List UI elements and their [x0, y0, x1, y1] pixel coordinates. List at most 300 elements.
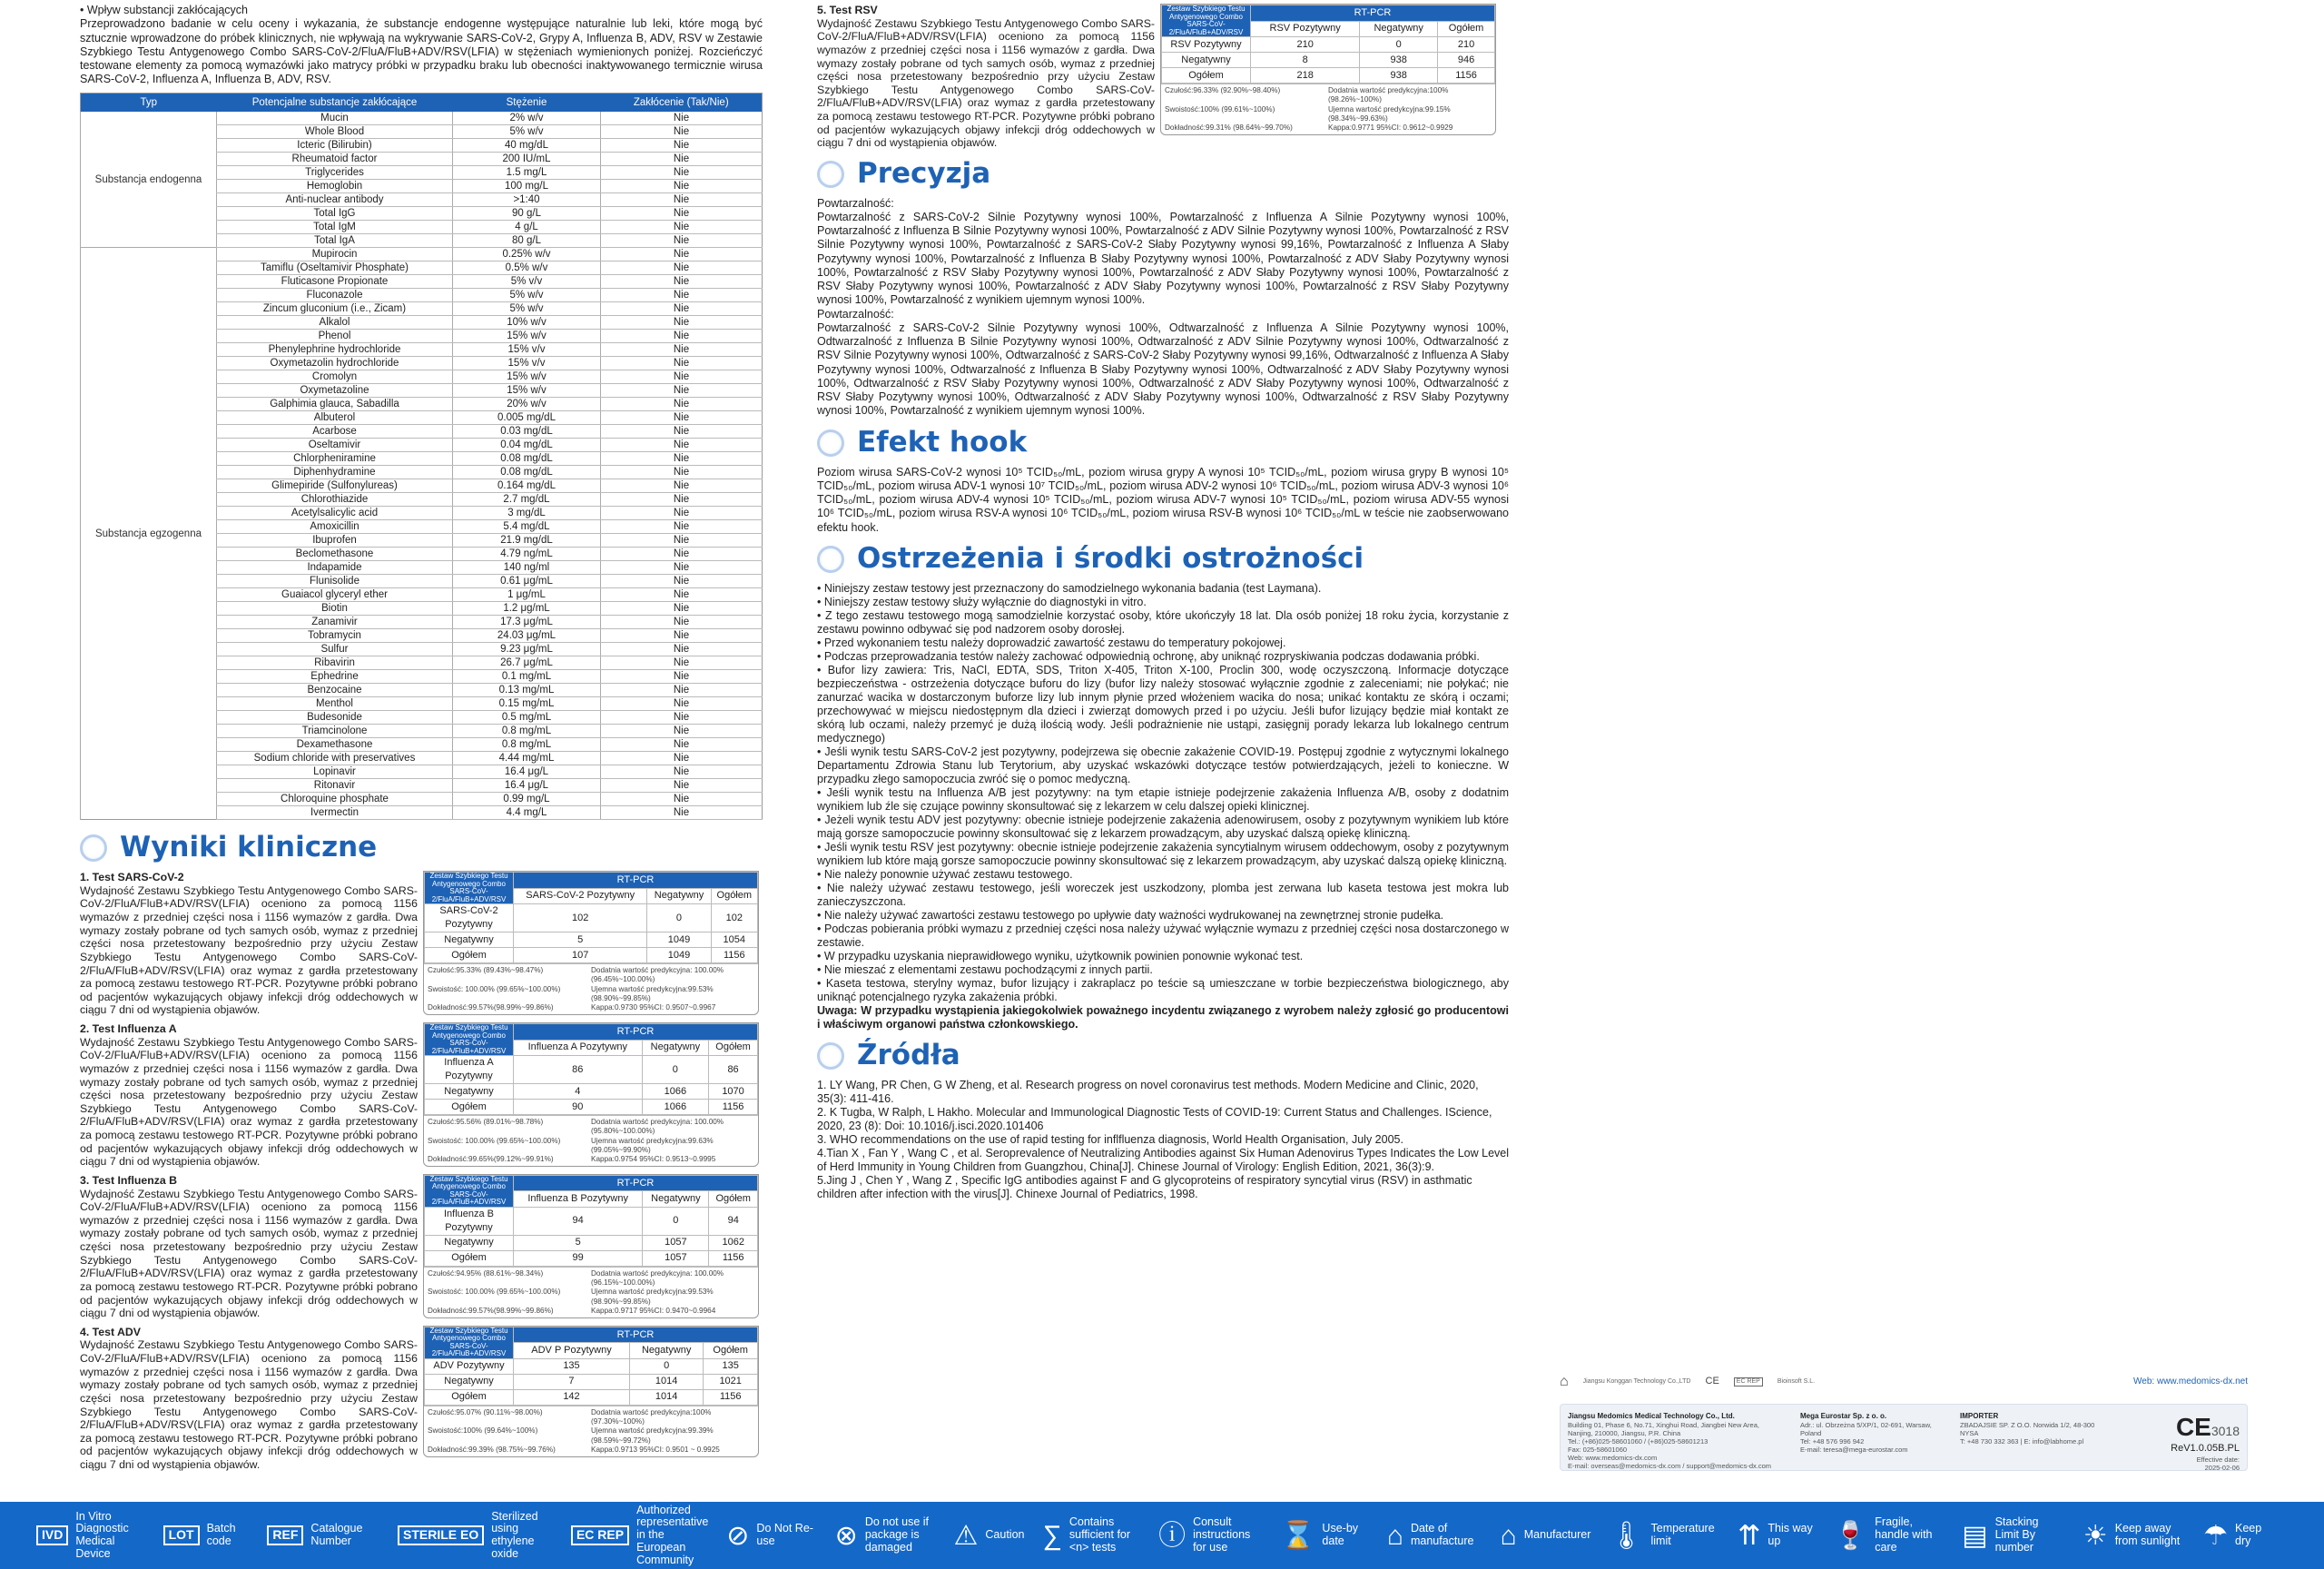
statistics	[424, 963, 758, 1014]
table-cell: Sulfur	[217, 643, 453, 656]
table-row	[425, 1374, 758, 1389]
footer-symbol	[36, 1511, 145, 1561]
table-cell: 0.08 mg/dL	[453, 466, 601, 479]
stat-text: Czułość:95.56% (89.01%~98.78%)	[428, 1118, 544, 1127]
warning-item: • W przypadku uzyskania nieprawidłowego wyniku, użytkownik powinien ponownie wykonać test.	[817, 949, 1304, 962]
ivd-icon: IVD	[36, 1525, 68, 1544]
contingency-grid	[424, 1023, 758, 1115]
manufacturer-web: Web: www.medomics-dx.net	[2133, 1376, 2248, 1386]
clinical-test-text	[80, 1022, 418, 1169]
table-cell: Tobramycin	[217, 629, 453, 643]
clinical-test-title: 4. Test ADV	[80, 1325, 141, 1338]
table-cell: 140 ng/ml	[453, 561, 601, 575]
table-cell: 0.5% w/v	[453, 262, 601, 275]
footer-symbol	[1962, 1516, 2065, 1554]
hook-text: Poziom wirusa SARS-CoV-2 wynosi 10⁵ TCID₅₀/mL, poziom wirusa grypy A wynosi 10⁵ TCID₅₀/mL, poziom wirusa grypy B wynosi 10⁵ TCID₅₀/mL, poziom wirusa ADV-1 wynosi 10⁷ TCID₅₀/mL, poziom wirusa ADV-2 wynosi 10⁶ TCID₅₀/mL, poziom wirusa ADV-3 wynosi 10⁶ TCID₅₀/mL, poziom wirusa ADV-4 wynosi 10⁵ TCID₅₀/mL, poziom wirusa ADV-7 wynosi 10⁵ TCID₅₀/mL, poziom wirusa ADV-55 wynosi 10⁶ TCID₅₀/mL, poziom wirusa RSV-A wynosi 10⁶ TCID₅₀/mL, poziom wirusa RSV-B wynosi 10⁶ TCID₅₀/mL w teście nie zaobserwowano efektu hook.	[817, 465, 1509, 534]
factory-icon: ⌂	[1560, 1374, 1569, 1390]
table-cell: Nie	[601, 507, 763, 520]
table-cell: 100 mg/L	[453, 180, 601, 193]
sunlight-icon: ☀	[2083, 1520, 2108, 1551]
warning-item: • Nie należy używać zestawu testowego, jeśli woreczek jest uszkodzony, plomba jest zerwana lub kaseta testowa jest mokra lub zanieczyszczona.	[817, 881, 1509, 908]
table-cell: Nie	[601, 602, 763, 616]
table-cell: 4.44 mg/mL	[453, 752, 601, 765]
table-cell: Nie	[601, 316, 763, 330]
col-header: Zakłócenie (Tak/Nie)	[601, 93, 763, 112]
stat-text: Dodatnia wartość predykcyjna:100% (97.30%~100%)	[591, 1407, 712, 1426]
col-header: Typ	[81, 93, 217, 112]
section-circle-icon	[817, 1042, 844, 1070]
contingency-grid	[424, 1175, 758, 1267]
table-cell: Ritonavir	[217, 779, 453, 793]
table-cell: Zanamivir	[217, 616, 453, 629]
table-cell: Nie	[601, 656, 763, 670]
do-not-reuse-icon: ⊘	[726, 1520, 750, 1551]
table-cell: 3 mg/dL	[453, 507, 601, 520]
stat-text: Kappa:0.9754 95%CI: 0.9513~0.9995	[591, 1155, 716, 1164]
table-cell: Nie	[601, 180, 763, 193]
sources-list	[817, 1079, 1509, 1201]
statistics	[424, 1406, 758, 1456]
warnings-list	[817, 582, 1509, 1004]
table-cell: Nie	[601, 330, 763, 343]
footer-symbol	[1834, 1516, 1944, 1554]
warning-item: • Jeżeli wynik testu ADV jest pozytywny: obecnie istnieje podejrzenie zakażenia adenowirusem, osoby z pozytywnym wynikiem lub które mają gorsze samopoczucie powinny skonsultować się z lekarzem prowadzącym, aby uzyskać dalszą opiekę kliniczną.	[817, 813, 1509, 840]
table-cell: 5% w/v	[453, 302, 601, 316]
table-cell: 210	[1438, 37, 1495, 53]
col-header: Negatywny	[642, 1040, 709, 1056]
table-cell: 4 g/L	[453, 221, 601, 234]
table-cell: 20% w/v	[453, 398, 601, 411]
statistics	[1161, 84, 1495, 134]
rtpcr-header: RT-PCR	[1251, 5, 1495, 22]
footer-symbol-label: Temperature limit	[1650, 1522, 1715, 1547]
source-item: 2. K Tugba, W Ralph, L Hakho. Molecular and Immunological Diagnostic Tests of COVID-19: Current Status and Challenges. IScience, 2020, 23 (8): Doi: 10.1016/j.isci.2020.101406	[817, 1105, 1492, 1132]
warning-item: • Podczas przeprowadzania testów należy zachować odpowiednią ochronę, aby uniknąć rozpryskiwania podczas dodawania próbki.	[817, 649, 1480, 663]
table-row	[425, 1100, 758, 1115]
footer-symbol	[571, 1505, 708, 1567]
clinical-test-title: 3. Test Influenza B	[80, 1173, 178, 1187]
table-cell: Nie	[601, 588, 763, 602]
table-cell: Nie	[601, 561, 763, 575]
footer-symbol-label: Stacking Limit By number	[1994, 1515, 2039, 1554]
table-cell: 0.13 mg/mL	[453, 684, 601, 697]
table-cell: Ogółem	[1162, 68, 1251, 84]
table-cell: 1057	[643, 1250, 709, 1266]
table-cell: Nie	[601, 534, 763, 548]
precision-p2: Powtarzalność z SARS-CoV-2 Silnie Pozytywny wynosi 100%, Powtarzalność z Influenza A Silnie Pozytywny wynosi 100%, Powtarzalność z Influenza B Silnie Pozytywny wynosi 100%, Powtarzalność z ADV Silnie Pozytywny wynosi 100%, Powtarzalność z RSV Silnie Pozytywny wynosi 100%, Powtarzalność z SARS-CoV-2 Słaby Pozytywny wynosi 99,16%, Powtarzalność z Influenza A Słaby Pozytywny wynosi 100%, Powtarzalność z Influenza B Słaby Pozytywny wynosi 100%, Powtarzalność z ADV Słaby Pozytywny wynosi 100%, Powtarzalność z RSV Słaby Pozytywny wynosi 100%, Powtarzalność z ADV Słaby Pozytywny wynosi 100%, Powtarzalność z RSV Słaby Pozytywny wynosi 100%, Powtarzalność z ADV Słaby Pozytywny wynosi 100%, Powtarzalność z RSV Słaby Pozytywny wynosi 100%, Powtarzalność z wynikiem ujemnym wynosi 100%.	[817, 210, 1509, 307]
table-cell: 26.7 μg/mL	[453, 656, 601, 670]
table-cell: 0.5 mg/mL	[453, 711, 601, 725]
footer-symbol-label: Do Not Re-use	[756, 1522, 813, 1547]
contingency-table	[423, 1326, 759, 1457]
table-cell: Nie	[601, 289, 763, 302]
table-cell: Nie	[601, 725, 763, 738]
table-cell: 102	[711, 904, 757, 933]
stacking-icon: ▤	[1962, 1520, 1988, 1551]
instructions-icon: ⓘ	[1158, 1520, 1187, 1551]
table-cell: 5% w/v	[453, 125, 601, 139]
table-cell: Budesonide	[217, 711, 453, 725]
table-cell: 1066	[642, 1100, 709, 1115]
table-cell: Nie	[601, 411, 763, 425]
symbols-footer	[0, 1502, 2324, 1569]
contingency-table	[423, 1022, 759, 1167]
clinical-test-body: Wydajność Zestawu Szybkiego Testu Antygenowego Combo SARS-CoV-2/FluA/FluB+ADV/RSV(LFIA) oceniono za pomocą 1156 wymazów z przedniej części nosa i 1156 wymazów z gardła. Dwa wymazy zostały pobrane od tych samych osób, wymaz z przedniej części nosa przetestowany bezpośrednio przy użyciu Zestaw Szybkiego Testu Antygenowego Combo SARS-CoV-2/FluA/FluB+ADV/RSV(LFIA) oraz wymaz z gardła przetestowany za pomocą zestawu testowego RT-PCR. Pozytywne próbki pobrano od pacjentów wykazujących objawy infekcji dróg oddechowych w ciągu 7 dni od wystąpienia objawów.	[817, 16, 1155, 150]
clinical-test-body: Wydajność Zestawu Szybkiego Testu Antygenowego Combo SARS-CoV-2/FluA/FluB+ADV/RSV(LFIA) oceniono za pomocą 1156 wymazów z przedniej części nosa i 1156 wymazów z gardła. Dwa wymazy zostały pobrane od tych samych osób, wymaz z przedniej części nosa przetestowany bezpośrednio przy użyciu Zestaw Szybkiego Testu Antygenowego Combo SARS-CoV-2/FluA/FluB+ADV/RSV(LFIA) oraz wymaz z gardła przetestowany za pomocą zestawu testowego RT-PCR. Pozytywne próbki pobrano od pacjentów wykazujących objawy infekcji dróg oddechowych w ciągu 7 dni od wystąpienia objawów.	[80, 1187, 418, 1320]
table-cell: 1.5 mg/L	[453, 166, 601, 180]
table-cell: Nie	[601, 575, 763, 588]
table-cell: Phenylephrine hydrochloride	[217, 343, 453, 357]
footer-symbol-label: Keep dry	[2235, 1522, 2262, 1547]
table-cell: 15% v/v	[453, 343, 601, 357]
footer-symbol	[835, 1516, 936, 1554]
clinical-test	[817, 4, 1509, 150]
footer-symbol	[1387, 1521, 1482, 1551]
table-cell: 99	[514, 1250, 643, 1266]
contingency-table	[1160, 4, 1496, 135]
footer-symbol-label: This way up	[1768, 1522, 1813, 1547]
footer-symbol-label: Caution	[985, 1528, 1025, 1542]
table-cell: 0	[643, 1207, 709, 1235]
stat-text: Dokładność:99.57%(98.99%~99.86%)	[428, 1306, 554, 1315]
rtpcr-header: RT-PCR	[514, 1175, 758, 1191]
table-cell: 94	[709, 1207, 758, 1235]
table-cell: 1156	[709, 1250, 758, 1266]
warning-item: • Niniejszy zestaw testowy jest przeznaczony do samodzielnego wykonania badania (test Laymana).	[817, 581, 1322, 595]
table-cell: Nie	[601, 738, 763, 752]
kit-header: Zestaw Szybkiego Testu Antygenowego Combo SARS-CoV-2/FluA/FluB+ADV/RSV	[425, 1175, 514, 1207]
warnings-note: Uwaga: W przypadku wystąpienia jakiegokolwiek poważnego incydentu związanego z wyrobem należy zgłosić go producentowi i właściwym organowi państwa członkowskiego.	[817, 1003, 1509, 1031]
table-cell: Hemoglobin	[217, 180, 453, 193]
warning-item: • Nie należy używać zawartości zestawu testowego po upływie daty ważności wydrukowanej na zewnętrznej stronie pudełka.	[817, 908, 1444, 922]
footer-symbol-label: Batch code	[206, 1522, 236, 1547]
table-cell: 142	[514, 1389, 630, 1405]
stat-text: Dokładność:99.57%(98.99%~99.86%)	[428, 1003, 554, 1012]
precision-heading: Precyzja	[817, 157, 1509, 192]
caution-icon: ⚠	[953, 1520, 979, 1551]
table-cell: Nie	[601, 765, 763, 779]
table-cell: 218	[1251, 68, 1360, 84]
contingency-table	[423, 871, 759, 1015]
table-cell: Ogółem	[425, 1100, 514, 1115]
table-cell: 4.4 mg/L	[453, 806, 601, 820]
table-cell: 9.23 μg/mL	[453, 643, 601, 656]
table-cell: Nie	[601, 629, 763, 643]
table-cell: 938	[1360, 53, 1438, 68]
table-cell: 0.03 mg/dL	[453, 425, 601, 439]
table-cell: 1066	[642, 1084, 709, 1100]
footer-symbol-label: Date of manufacture	[1410, 1522, 1474, 1547]
table-cell: 1014	[629, 1389, 703, 1405]
clinical-test-title: 2. Test Influenza A	[80, 1022, 177, 1036]
footer-symbol-label: Consult instructions for use	[1193, 1515, 1251, 1554]
clinical-test-body: Wydajność Zestawu Szybkiego Testu Antygenowego Combo SARS-CoV-2/FluA/FluB+ADV/RSV(LFIA) oceniono za pomocą 1156 wymazów z przedniej części nosa i 1156 wymazów z gardła. Dwa wymazy zostały pobrane od tych samych osób, wymaz z przedniej części nosa przetestowany bezpośrednio przy użyciu Zestaw Szybkiego Testu Antygenowego Combo SARS-CoV-2/FluA/FluB+ADV/RSV(LFIA) oraz wymaz z gardła przetestowany za pomocą zestawu testowego RT-PCR. Pozytywne próbki pobrano od pacjentów wykazujących objawy infekcji dróg oddechowych w ciągu 7 dni od wystąpienia objawów.	[80, 883, 418, 1017]
ec-rep-icon: EC REP	[571, 1525, 629, 1544]
table-cell: Negatywny	[425, 1374, 514, 1389]
table-cell: Oseltamivir	[217, 439, 453, 452]
manufacturer-icon: ⌂	[1500, 1520, 1517, 1551]
table-cell: Zincum gluconium (i.e., Zicam)	[217, 302, 453, 316]
left-column	[80, 4, 763, 1477]
table-cell: 90	[514, 1100, 643, 1115]
table-cell: Total IgA	[217, 234, 453, 248]
statistics	[424, 1267, 758, 1317]
table-cell: 5	[514, 1235, 643, 1250]
stat-text: Swoistość: 100.00% (99.65%~100.00%)	[428, 1136, 561, 1145]
footer-symbol	[163, 1523, 250, 1548]
col-header: Ogółem	[1438, 21, 1495, 37]
interference-intro: Przeprowadzono badanie w celu oceny i wykazania, że substancje endogenne występujące naturalnie lub leki, które mogą być sztucznie wprowadzone do próbek klinicznych, nie wpływają na wykrywanie SARS-CoV-2, Grypy A, Influenza B, ADV, RSV w Zestawie Szybkiego Testu Antygenowego Combo SARS-CoV-2/FluA/FluB+ADV/RSV(LFIA) w stężeniach wymienionych poniżej. Rozcieńczyć testowane elementy za pomocą wymazówki jako matrycy próbki w przypadku braku lub obecności inaktywowanego termicznie wirusa SARS-CoV-2, Influenza A, Influenza B, ADV, RSV.	[80, 17, 763, 86]
footer-symbol-label: Manufacturer	[1523, 1528, 1591, 1542]
footer-symbol	[1738, 1521, 1816, 1551]
table-cell: Acetylsalicylic acid	[217, 507, 453, 520]
manufacturer-box	[1560, 1404, 2248, 1471]
sterile-eo-icon: STERILE EO	[398, 1525, 484, 1544]
footer-symbol-label: Keep away from sunlight	[2114, 1522, 2181, 1547]
table-cell: Nie	[601, 616, 763, 629]
table-row	[1162, 68, 1495, 84]
table-cell: 0.15 mg/mL	[453, 697, 601, 711]
col-header: Ogółem	[709, 1040, 758, 1056]
clinical-test	[80, 1174, 763, 1320]
table-cell: Dexamethasone	[217, 738, 453, 752]
table-cell: 2% w/v	[453, 112, 601, 125]
table-cell: 0.08 mg/dL	[453, 452, 601, 466]
stat-text: Ujemna wartość predykcyjna:99.63% (99.05%~99.90%)	[591, 1136, 714, 1154]
table-cell: 1062	[709, 1235, 758, 1250]
footer-symbol	[1158, 1516, 1263, 1554]
col-header: Negatywny	[647, 888, 711, 904]
footer-symbol	[953, 1521, 1024, 1551]
col-header: Negatywny	[643, 1191, 709, 1208]
table-cell: 938	[1360, 68, 1438, 84]
table-cell: 0.005 mg/dL	[453, 411, 601, 425]
table-cell: Nie	[601, 370, 763, 384]
table-row	[425, 1250, 758, 1266]
table-cell: SARS-CoV-2 Pozytywny	[425, 904, 514, 933]
table-cell: Phenol	[217, 330, 453, 343]
table-cell: Nie	[601, 439, 763, 452]
col-header: Potencjalne substancje zakłócające	[217, 93, 453, 112]
table-cell: 5	[514, 933, 647, 948]
table-cell: 0.164 mg/dL	[453, 479, 601, 493]
table-cell: 0	[647, 904, 711, 933]
table-cell: Nie	[601, 207, 763, 221]
manufacture-date-icon: ⌂	[1386, 1520, 1403, 1551]
ec-rep-info: Mega Eurostar Sp. z o. o. Adr.: ul. Obrzeżna 5/XP/1, 02-691, Warsaw, Poland Tel: +48 576 996 942 E-mail: teresa@mega-eurostar.com	[1800, 1412, 1932, 1455]
top-company-2: Bioinsoft S.L.	[1777, 1377, 1816, 1385]
table-cell: Guaiacol glyceryl ether	[217, 588, 453, 602]
ce-small-icon: CE	[1705, 1376, 1719, 1387]
table-row	[425, 1358, 758, 1374]
table-cell: Nie	[601, 493, 763, 507]
table-cell: Nie	[601, 752, 763, 765]
stat-text: Dokładność:99.31% (98.64%~99.70%)	[1165, 123, 1293, 132]
table-cell: 7	[514, 1374, 630, 1389]
stat-text: Dodatnia wartość predykcyjna: 100.00% (96.45%~100.00%)	[591, 966, 724, 984]
table-cell: Alkalol	[217, 316, 453, 330]
table-cell: Rheumatoid factor	[217, 153, 453, 166]
table-cell: 946	[1438, 53, 1495, 68]
section-circle-icon	[817, 546, 844, 573]
table-cell: Negatywny	[425, 1084, 514, 1100]
rtpcr-header: RT-PCR	[514, 1327, 758, 1343]
footer-symbol	[267, 1523, 379, 1548]
table-cell: 1156	[1438, 68, 1495, 84]
clinical-test	[80, 1022, 763, 1169]
table-cell: 0.61 μg/mL	[453, 575, 601, 588]
stat-text: Dodatnia wartość predykcyjna: 100.00% (96.15%~100.00%)	[591, 1268, 724, 1288]
type-cell: Substancja endogenna	[81, 112, 217, 248]
kit-header: Zestaw Szybkiego Testu Antygenowego Combo SARS-CoV-2/FluA/FluB+ADV/RSV	[425, 1327, 514, 1358]
table-cell: 1054	[711, 933, 757, 948]
col-header: Influenza B Pozytywny	[514, 1191, 643, 1208]
table-cell: Nie	[601, 234, 763, 248]
stat-text: Swoistość:100% (99.61%~100%)	[1165, 104, 1275, 113]
table-cell: 10% w/v	[453, 316, 601, 330]
table-row	[81, 248, 763, 262]
manufacturer-info: Jiangsu Medomics Medical Technology Co., Ltd. Building 01, Phase 6, No.71, Xinghui Road, Jiangbei New Area, Nanjing, 210000, Jiangsu, P.R. China Tel.: (+86)025-58601060 / (+86)025-58601213 Fax: 025-58601060 Web: www.medomics-dx.com E-mail: overseas@medomics-dx.com / support@medomics-dx.com	[1568, 1412, 1772, 1471]
clinical-test-title: 5. Test RSV	[817, 4, 878, 16]
table-cell: 17.3 μg/mL	[453, 616, 601, 629]
table-row	[425, 1084, 758, 1100]
contingency-grid	[424, 1327, 758, 1406]
col-header: Influenza A Pozytywny	[514, 1040, 643, 1056]
table-cell: Acarbose	[217, 425, 453, 439]
ce-mark-icon: CE	[2175, 1413, 2211, 1441]
table-cell: 1070	[709, 1084, 758, 1100]
table-cell: 1049	[647, 948, 711, 963]
table-cell: Ogółem	[425, 1389, 514, 1405]
footer-symbol	[2083, 1521, 2185, 1551]
table-cell: Benzocaine	[217, 684, 453, 697]
table-cell: 2.7 mg/dL	[453, 493, 601, 507]
table-cell: 0.8 mg/mL	[453, 738, 601, 752]
footer-symbol-label: In Vitro Diagnostic Medical Device	[75, 1509, 129, 1560]
clinical-test-text	[817, 4, 1155, 150]
table-cell: 0.99 mg/L	[453, 793, 601, 806]
table-cell: 5.4 mg/dL	[453, 520, 601, 534]
table-cell: Negatywny	[1162, 53, 1251, 68]
section-circle-icon	[817, 161, 844, 188]
table-cell: Negatywny	[425, 933, 514, 948]
stat-text: Dodatnia wartość predykcyjna:100% (98.26%~100%)	[1328, 86, 1449, 104]
table-cell: 90 g/L	[453, 207, 601, 221]
table-cell: 1049	[647, 933, 711, 948]
footer-symbol	[398, 1511, 553, 1561]
table-cell: Nie	[601, 793, 763, 806]
footer-symbol-label: Use-by date	[1322, 1522, 1359, 1547]
table-cell: 5% v/v	[453, 275, 601, 289]
stat-text: Dokładność:99.39% (98.75%~99.76%)	[428, 1445, 556, 1454]
right-column	[817, 4, 1509, 1201]
table-cell: Oxymetazolin hydrochloride	[217, 357, 453, 370]
kit-header: Zestaw Szybkiego Testu Antygenowego Combo SARS-CoV-2/FluA/FluB+ADV/RSV	[1162, 5, 1251, 37]
table-cell: Nie	[601, 711, 763, 725]
clinical-test-title: 1. Test SARS-CoV-2	[80, 871, 184, 884]
stat-text: Ujemna wartość predykcyjna:99.53% (98.90%~99.85%)	[591, 984, 714, 1002]
table-cell: Nie	[601, 153, 763, 166]
col-header: Negatywny	[629, 1343, 703, 1359]
table-row	[425, 933, 758, 948]
warning-item: • Niniejszy zestaw testowy służy wyłącznie do diagnostyki in vitro.	[817, 595, 1147, 608]
table-cell: Nie	[601, 643, 763, 656]
clinical-test-text	[80, 871, 418, 1017]
table-cell: 210	[1251, 37, 1360, 53]
source-item: 3. WHO recommendations on the use of rapid testing for inflfluenza diagnosis, World Health Organisation, July 2005.	[817, 1132, 1403, 1146]
table-cell: Albuterol	[217, 411, 453, 425]
table-cell: Galphimia glauca, Sabadilla	[217, 398, 453, 411]
table-cell: Nie	[601, 275, 763, 289]
table-cell: Anti-nuclear antibody	[217, 193, 453, 207]
clinical-test	[80, 871, 763, 1017]
table-cell: Ephedrine	[217, 670, 453, 684]
table-cell: 94	[514, 1207, 643, 1235]
manufacturer-block	[1560, 1369, 2248, 1476]
table-cell: 24.03 μg/mL	[453, 629, 601, 643]
table-cell: Menthol	[217, 697, 453, 711]
table-row	[425, 1235, 758, 1250]
kit-header: Zestaw Szybkiego Testu Antygenowego Combo SARS-CoV-2/FluA/FluB+ADV/RSV	[425, 873, 514, 904]
footer-symbol	[2203, 1521, 2270, 1551]
warning-item: • Jeśli wynik testu RSV jest pozytywny: obecnie istnieje podejrzenie zakażenia syncytialnym wirusem oddechowym, osoby z pozytywnym wynikiem lub które mają gorsze samopoczucie powinny skonsultować się z lekarzem prowadzącym, aby uzyskać dalszą opiekę kliniczną.	[817, 840, 1509, 867]
table-cell: Icteric (Bilirubin)	[217, 139, 453, 153]
table-row	[425, 1389, 758, 1405]
table-cell: Ibuprofen	[217, 534, 453, 548]
table-cell: Nie	[601, 384, 763, 398]
table-cell: Negatywny	[425, 1235, 514, 1250]
stat-text: Czułość:94.95% (88.61%~98.34%)	[428, 1268, 544, 1278]
table-cell: 21.9 mg/dL	[453, 534, 601, 548]
footer-symbol-label: Fragile, handle with care	[1875, 1515, 1933, 1554]
table-cell: Nie	[601, 343, 763, 357]
ec-rep-small-icon: EC REP	[1734, 1377, 1763, 1387]
table-cell: 0	[642, 1056, 709, 1084]
table-row	[425, 948, 758, 963]
table-cell: Nie	[601, 684, 763, 697]
table-cell: Diphenhydramine	[217, 466, 453, 479]
table-cell: Nie	[601, 302, 763, 316]
contingency-table	[423, 1174, 759, 1318]
table-cell: Nie	[601, 697, 763, 711]
table-cell: 5% w/v	[453, 289, 601, 302]
stat-text: Kappa:0.9717 95%CI: 0.9470~0.9964	[591, 1306, 716, 1315]
section-circle-icon	[817, 429, 844, 457]
table-cell: 15% w/v	[453, 370, 601, 384]
warning-item: • Z tego zestawu testowego mogą samodzielnie korzystać osoby, które ukończyły 18 lat. Dla osób poniżej 18 roku życia, korzystanie z zestawu powinno odbywać się pod nadzorem osoby dorosłej.	[817, 608, 1509, 636]
col-header: Negatywny	[1360, 21, 1438, 37]
col-header: SARS-CoV-2 Pozytywny	[514, 888, 647, 904]
stat-text: Dodatnia wartość predykcyjna: 100.00% (95.80%~100.00%)	[591, 1118, 724, 1136]
importer-info: IMPORTER ZBADAJSIE SP. Z O.O. Norwida 1/2, 48-300 NYSA T: +48 730 332 363 | E: info@labhome.pl	[1960, 1412, 2095, 1446]
table-cell: 15% w/v	[453, 384, 601, 398]
table-cell: 16.4 μg/L	[453, 765, 601, 779]
clinical-test-text	[80, 1326, 418, 1472]
stat-text: Swoistość:100% (99.64%~100%)	[428, 1426, 538, 1436]
use-by-icon: ⌛	[1281, 1520, 1315, 1551]
table-cell: 135	[514, 1358, 630, 1374]
table-cell: Nie	[601, 398, 763, 411]
interference-heading: • Wpływ substancji zakłócających	[80, 4, 248, 16]
kit-header: Zestaw Szybkiego Testu Antygenowego Combo SARS-CoV-2/FluA/FluB+ADV/RSV	[425, 1024, 514, 1056]
table-cell: Nie	[601, 221, 763, 234]
warning-item: • Bufor lizy zawiera: Tris, NaCl, EDTA, SDS, Triton X-405, Triton X-100, Proclin 300, wodę oczyszczoną. Informacje dotyczące bezpieczeństwa - ostrzeżenia dotyczące buforu do lizy (bufor lizy należy stosować wyłącznie zgodnie z zaleceniami; nie połykać; nie zanurzać wacika w dostarczonym buforze lizy lub innym płynie przed włożeniem wacika do nosa; unikać kontaktu ze skórą i oczami; przechowywać w miejscu niedostępnym dla dzieci i zwierząt domowych przed i po użyciu. Jeśli bufor lizujący będzie miał kontakt ze skórą lub oczami, należy przemyć je dużą ilością wody. Jeśli podrażnienie nie ustąpi, zasięgnij porady lekarza lub lokalnego centrum medycznego)	[817, 663, 1509, 745]
table-cell: 0	[1360, 37, 1438, 53]
warning-item: • Przed wykonaniem testu należy doprowadzić zawartość zestawu do temperatury pokojowej.	[817, 636, 1286, 649]
table-cell: Nie	[601, 357, 763, 370]
tests-count-icon: ∑	[1042, 1520, 1062, 1551]
table-cell: 0.8 mg/mL	[453, 725, 601, 738]
